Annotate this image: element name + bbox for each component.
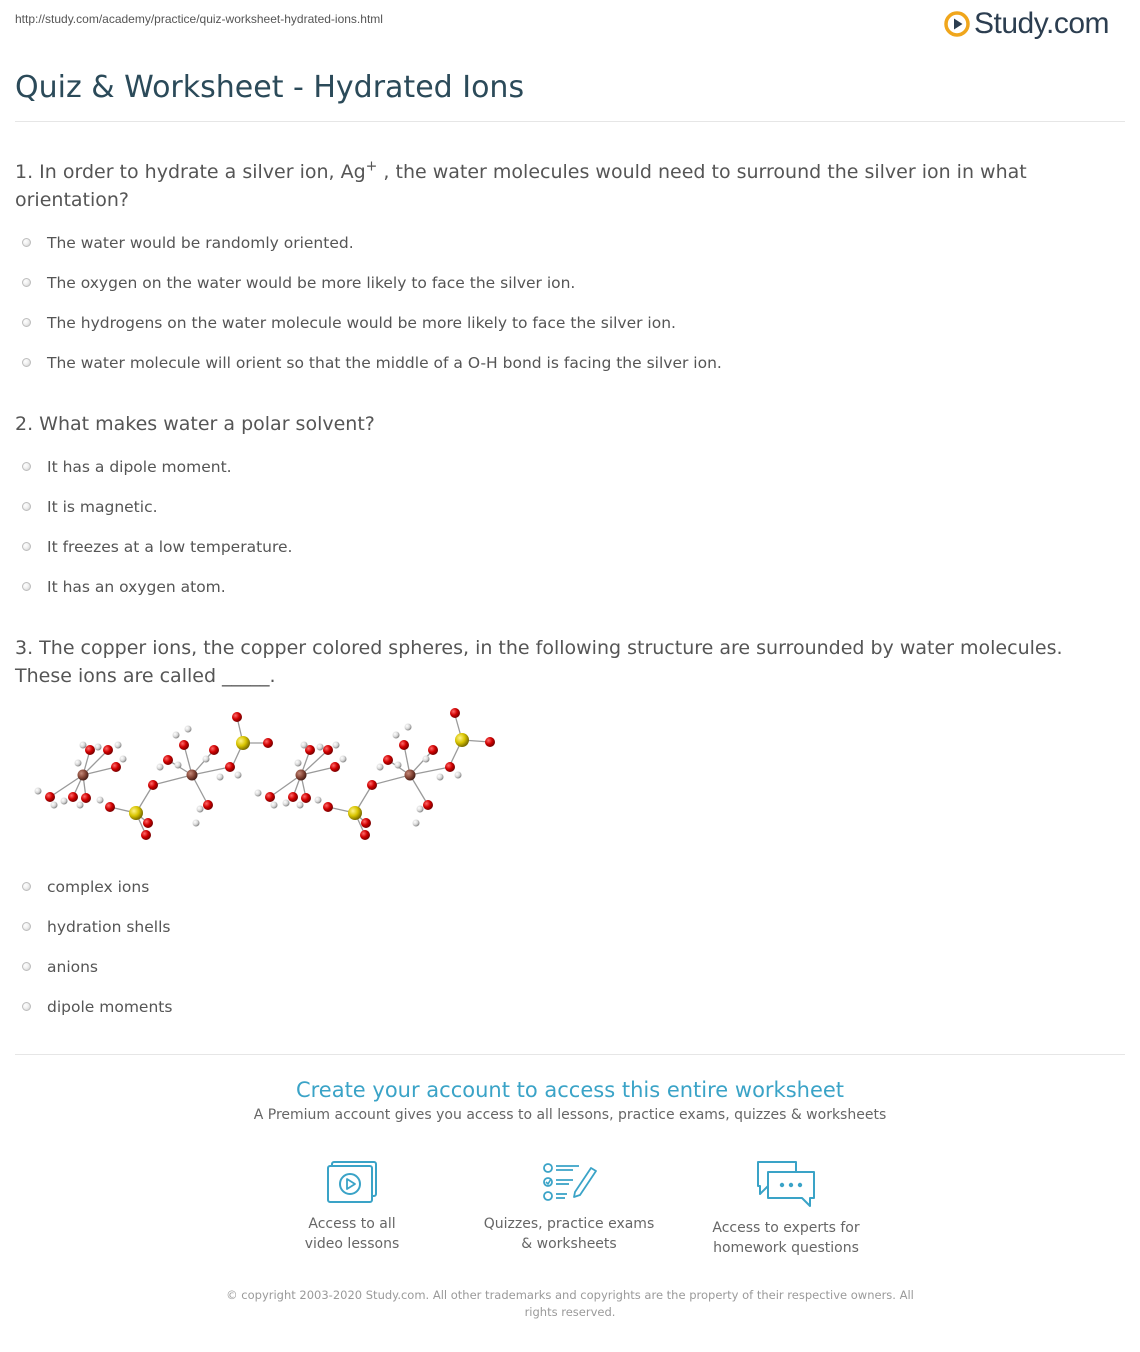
- play-circle-icon: [944, 11, 970, 37]
- page-url: http://study.com/academy/practice/quiz-worksheet-hydrated-ions.html: [15, 12, 383, 26]
- answer-option[interactable]: It has an oxygen atom.: [22, 577, 293, 617]
- radio-button[interactable]: [22, 462, 31, 471]
- copyright-footer: © copyright 2003-2020 Study.com. All other trademarks and copyrights are the property of their respective owners. All rights reserved.: [226, 1288, 914, 1319]
- answer-option[interactable]: It has a dipole moment.: [22, 457, 293, 497]
- feature-line-2: & worksheets: [521, 1236, 617, 1252]
- feature-line-1: Access to all: [308, 1216, 396, 1232]
- radio-button[interactable]: [22, 582, 31, 591]
- question-2-options: [22, 457, 293, 617]
- question-3: 3. The copper ions, the copper colored spheres, in the following structure are surrounded by water molecules. These ions are called _____.: [15, 637, 1063, 687]
- question-2: 2. What makes water a polar solvent?: [15, 413, 375, 435]
- cta-divider: [15, 1054, 1125, 1055]
- feature-line-1: Access to experts for: [712, 1220, 860, 1236]
- logo-text: Study.com: [974, 7, 1109, 40]
- cta-subtitle: A Premium account gives you access to all lessons, practice exams, quizzes & worksheets: [253, 1107, 887, 1123]
- question-3-options: [22, 877, 172, 1037]
- copper-complex-structure-image: [28, 705, 508, 845]
- radio-button[interactable]: [22, 1002, 31, 1011]
- chat-bubbles-icon: [754, 1160, 818, 1208]
- radio-button[interactable]: [22, 358, 31, 367]
- feature-line-1: Quizzes, practice exams: [483, 1216, 655, 1232]
- feature-quizzes: [469, 1160, 669, 1254]
- answer-option[interactable]: hydration shells: [22, 917, 172, 957]
- title-divider: [15, 121, 1125, 122]
- answer-option[interactable]: It freezes at a low temperature.: [22, 537, 293, 577]
- feature-line-2: homework questions: [713, 1240, 859, 1256]
- answer-option[interactable]: anions: [22, 957, 172, 997]
- radio-button[interactable]: [22, 542, 31, 551]
- radio-button[interactable]: [22, 882, 31, 891]
- answer-option[interactable]: dipole moments: [22, 997, 172, 1037]
- radio-button[interactable]: [22, 278, 31, 287]
- feature-video-lessons: [252, 1160, 452, 1254]
- answer-option[interactable]: complex ions: [22, 877, 172, 917]
- question-1: 1. In order to hydrate a silver ion, Ag+ , the water molecules would need to surround the silver ion in what orientation?: [15, 158, 1027, 211]
- study-logo[interactable]: [944, 6, 1109, 42]
- answer-option[interactable]: The hydrogens on the water molecule would be more likely to face the silver ion.: [22, 313, 722, 353]
- create-account-link[interactable]: Create your account to access this entire worksheet: [295, 1078, 845, 1102]
- question-1-options: [22, 233, 722, 393]
- radio-button[interactable]: [22, 318, 31, 327]
- page-title: Quiz & Worksheet - Hydrated Ions: [15, 70, 525, 105]
- answer-option[interactable]: The water would be randomly oriented.: [22, 233, 722, 273]
- radio-button[interactable]: [22, 238, 31, 247]
- radio-button[interactable]: [22, 962, 31, 971]
- answer-option[interactable]: It is magnetic.: [22, 497, 293, 537]
- answer-option[interactable]: The oxygen on the water would be more likely to face the silver ion.: [22, 273, 722, 313]
- radio-button[interactable]: [22, 502, 31, 511]
- feature-experts: [686, 1160, 886, 1258]
- feature-line-2: video lessons: [304, 1236, 400, 1252]
- radio-button[interactable]: [22, 922, 31, 931]
- video-lesson-icon: [326, 1160, 378, 1204]
- quiz-list-icon: [541, 1160, 597, 1204]
- answer-option[interactable]: The water molecule will orient so that the middle of a O-H bond is facing the silver ion.: [22, 353, 722, 393]
